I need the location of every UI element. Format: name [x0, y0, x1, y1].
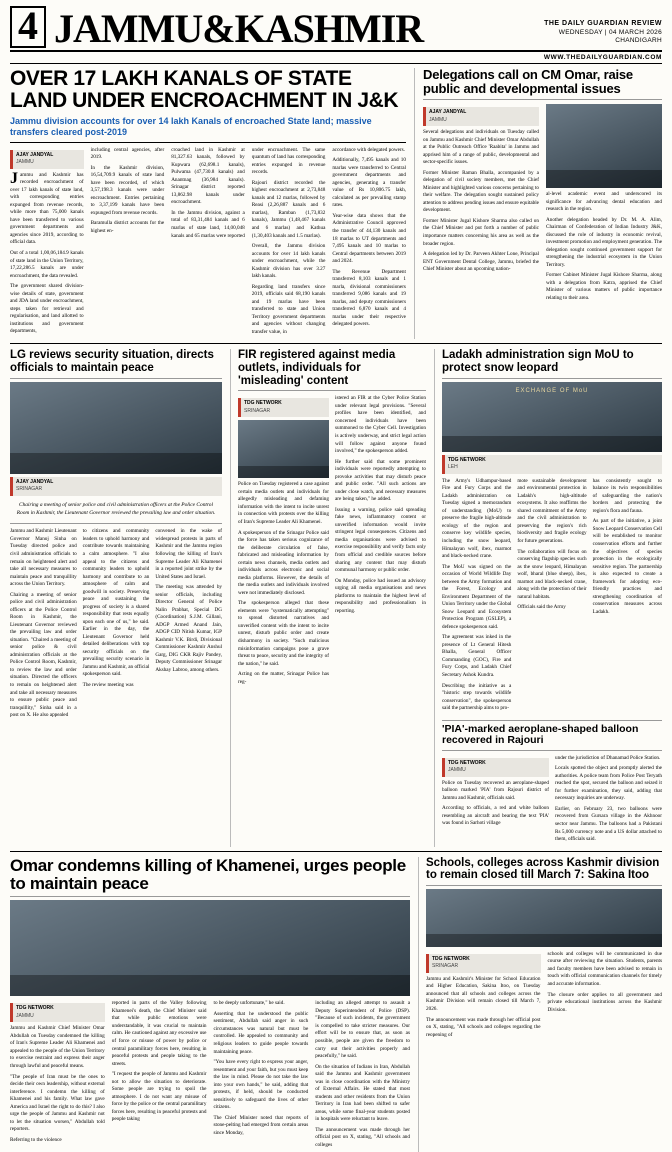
- balloon-column-1: TDG NETWORK JAMMU Police on Tuesday recovered an aeroplane-shaped balloon marked 'PIA' from Rajouri district of Jammu and Kashmir, officials said. According to officials, a red and white balloon resembling an aircraft and bearing the text 'PIA' was found in Sarhoti village: [442, 759, 549, 827]
- lead-byline: AJAY JANDYAL JAMMU: [10, 150, 84, 169]
- fir-column-2: istered an FIR at the Cyber Police Station under relevant legal provisions. "Several profiles have been identified, and concerned individuals have been summoned to the Cyber Cell. Investigation is actively underway, and strict legal action will follow against anyone found involved," the spokesperson added. He further said that some prominent individuals were reportedly attempting to provoke activities that may disturb peace and public order. "All such actions are under close watch, and necessary measures are being taken," he added. Issuing a warning, police said spreading fake news, inflammatory content or unverified information would invite stringent legal consequences. Citizens and media organisations were advised to exercise responsibility and verify facts only from official and credible sources before sharing any content that may disturb communal harmony or public order. On Monday, police had issued an advisory urging all media organisations and news platforms to maintain the highest level of responsibility and professionalism in reporting.: [335, 395, 426, 614]
- ladakh-byline: TDG NETWORK LEH: [442, 455, 662, 474]
- omar-column-3: to be deeply unfortunate," he said. Asserting that he understood the public sentiment, Abdullah said anger in such circumstances was natural but must be controlled. He appealed to community and religious leaders to guide people towards maintaining peace. "You have every right to express your anger, resentment and your faith, but you must keep the law in mind. Please do not take the law into your own hands," he said, adding that protests, if held, should be conducted sensitively to safeguard the lives of other citizens. The Chief Minister noted that reports of stone-pelting had emerged from certain areas since Monday,: [213, 1000, 309, 1136]
- bottom-section: [10, 857, 662, 1152]
- ladakh-column-1: The Army's Udhampur-based Fire and Fury Corps and the Ladakh administration on Tuesday signed a memorandum of understanding (MoU) to preserve the fragile high-altitude ecology of the region and conserve key wildlife species, including the snow leopard, Himalayan wolf, ibex, marmot and black-necked crane. The MoU was signed on the occasion of World Wildlife Day between the Army formation and the Forest, Ecology and Environment Department of the Union Territory under the Global Snow Leopard and Ecosystem Protection Program (GSLEP), a defence spokesperson said. The agreement was inked in the presence of Lt General Hitesh Bhalla, General Officer Commanding (GOC), Fire and Fury Corps, and Ladakh Chief Secretary Ashok Kundra. Describing the initiative as a "historic step towards wildlife conservation", the spokesperson said the partnership aims to pro-: [442, 477, 512, 712]
- masthead-dateline: [544, 20, 662, 48]
- schools-byline: TDG NETWORK SRINAGAR: [426, 954, 541, 973]
- fir-byline: TDG NETWORK SRINAGAR: [238, 398, 329, 417]
- masthead: [10, 3, 662, 52]
- fir-headline: FIR registered against media outlets, individuals for 'misleading' content: [238, 349, 396, 387]
- lead-column-5: accordance with delegated powers. Additionally, 7,495 kanals and 10 marlas were transferred to Central government departments and agencies, generating a transfer value of Rs 10,806.75 lakh, calculated as per prevailing stamp rates. Year-wise data shows that the Administrative Council approved the transfer of 44,130 kanals and 18 marlas to UT departments and 7,495 kanals and 10 marlas to Central departments between 2019 and 2024. The Revenue Department transferred 8,103 kanals and 1 marla, divisional commissioners transferred 9,086 kanals and 19 marlas, and deputy commissioners transferred 6,870 kanals and 4 marlas under their respective delegated powers.: [332, 146, 406, 328]
- publication-date: WEDNESDAY | 04 MARCH 2026: [558, 28, 662, 36]
- delegations-column-2: al-level academic event and underscored its significance for advancing dental education and research in the region. Another delegation headed by Dr. M. A. Alim, Chairman of Confederation of Indian Industry J&K, discussed the role of industry in economic revival, investment promotion and employment generation. The delegation sought continued government support for strengthening the industrial ecosystem in the Union Territory. Former Cabinet Minister Jugal Kishore Sharma, along with a delegation from Katra, apprised the Chief Minister of various matters of public importance relating to their area.: [546, 104, 662, 305]
- lg-column-2: to citizens and community leaders to uphold harmony and contribute towards maintaining a calm atmosphere. "I also appeal to the citizens and community leaders to uphold harmony and contribute to an atmosphere of calm and goodwill in society. Preserving peace and sustaining the progress of society is a shared responsibility that rests equally upon each one of us," he said. Earlier in the day, the Lieutenant Governor held detailed deliberations with top security officials on the prevailing security scenario in Jammu and Kashmir, an official spokesperson said. The review meeting was: [82, 528, 150, 688]
- lg-headline: LG reviews security situation, directs officials to maintain peace: [10, 349, 214, 375]
- balloon-headline: 'PIA'-marked aeroplane-shaped balloon recovered in Rajouri: [442, 722, 639, 747]
- lead-headline: OVER 17 LAKH KANALS OF STATE LAND UNDER ENCROACHMENT IN J&K: [10, 67, 399, 113]
- lg-photo: [10, 382, 222, 474]
- omar-photo: [10, 900, 410, 996]
- omar-headline: Omar condemns killing of Khamenei, urges people to maintain peace: [10, 855, 406, 893]
- omar-byline: TDG NETWORK JAMMU: [10, 1003, 105, 1022]
- delegations-story: [414, 68, 662, 339]
- lead-column-3: croached land in Kashmir at 81,327.63 kanals, followed by Kupwara (62,698.1 kanals), Pulwama (47,730.8 kanals) and Anantnag (36,984 kanals). Srinagar district reported 13,862.98 kanals under encroachment. In the Jammu division, against a total of 83,31,484 kanals and 6 marlas of state land, 14,00,048 kanals and 65 marlas were reported: [171, 146, 245, 239]
- lead-column-2: including central agencies, after 2019. In the Kashmir division, 16,54,709.9 kanals of state land have been recorded, of which 3,57,198.3 kanals were under encroachment. Entries pertaining to 3,37,199 kanals have been expunged from revenue records. Baramulla district accounts for the highest en-: [90, 146, 165, 234]
- mid-section: [10, 349, 662, 846]
- lg-column-1: Jammu and Kashmir Lieutenant Governor Manoj Sinha on Tuesday directed police and civil administration officials to remain on heightened alert and take all necessary measures to maintain peace and tranquillity across the Union Territory. Chairing a meeting of senior police and civil administration officers at the Police Control Room in Kashmir, the Lieutenant Governor reviewed the prevailing law and order situation. "Chaired a meeting of senior police & civil administration officials at the Police Control Room, Kashmir, to review the law and order situation. Directed the officers to remain on heightened alert and take all necessary measures to ensure public peace and tranquillity," Sinha said in a post on X. He also appealed: [10, 528, 77, 719]
- publication-city: CHANDIGARH: [615, 36, 662, 44]
- lg-story: [10, 349, 222, 846]
- omar-story: [10, 857, 410, 1152]
- website-url: WWW.THEDAILYGUARDIAN.COM: [10, 52, 662, 64]
- schools-column-2: schools and colleges will be communicated in due course after reviewing the situation. Students, parents and faculty members have been advised to remain in touch with official communication channels for timely and accurate information. The closure order applies to all government and private educational institutions across the Kashmir Division.: [547, 950, 662, 1013]
- ladakh-story: [434, 349, 662, 846]
- omar-column-4: including an alleged attempt to assault a Deputy Superintendent of Police (DSP). "Because of such incidents, the government is compelled to take stricter measures. Our effort will be to ensure that, as soon as possible, people are given the freedom to carry out their activities properly and peacefully," he said. On the situation of Indians in Iran, Abdullah said the Jammu and Kashmir government was in close coordination with the Ministry of External Affairs. He stated that most students and other residents from the Union Territory in Iran had been shifted to safer areas, while some final-year students posted in hospitals were reluctant to leave. The announcement was made through her official post on X, stating, "All schools and colleges: [315, 1000, 410, 1148]
- delegations-headline: Delegations call on CM Omar, raise public and developmental issues: [423, 67, 633, 97]
- lg-column-3: convened in the wake of widespread protests in parts of Kashmir and the Jammu region following the killing of Iran's Supreme Leader Ali Khamenei in a reported joint strike by the United States and Israel. The meeting was attended by senior officials, including Director General of Police Nalin Prabhat, Special DG (Coordination) S.J.M. Gillani, ADGP Armed Anand Jain, ADGP CID Nitish Kumar, IGP Kashmir V.K. Birdi, Divisional Commissioner Kashmir Anshul Garg, DIG CKR Rajiv Pandey, Deputy Commissioner Srinagar Akshay Labroo, among others.: [155, 528, 223, 673]
- delegations-byline: AJAY JANDYAL JAMMU: [423, 107, 539, 126]
- fir-photo: [238, 420, 329, 478]
- delegations-column-1: AJAY JANDYAL JAMMU Several delegations and individuals on Tuesday called on Jammu and Kashmir Chief Minister Omar Abdullah at the Public Outreach Office 'Raabita' in Jammu and apprised him of a range of public, developmental and sector-specific issues. Former Minister Raman Bhalla, accompanied by a delegation of civil society members, met the Chief Minister and highlighted various concerns pertaining to their welfare. The delegation sought sustained policy attention to address pending issues and ensure equitable development. Former Minister Jugal Kishore Sharma also called on the Chief Minister and put forth a number of public importance matters concerning his area as well as the broader region. A delegation led by Dr. Parveen Akhter Lone, Principal ENT Government Dental College, Jammu, briefed the Chief Minister about an upcoming nation-: [423, 109, 539, 273]
- balloon-byline: TDG NETWORK JAMMU: [442, 758, 549, 777]
- schools-story: [418, 857, 662, 1152]
- page-number: 4: [10, 6, 46, 48]
- schools-column-1: TDG NETWORK SRINAGAR Jammu and Kashmir's Minister for School Education and Higher Education, Sakina Itoo, on Tuesday announced that all schools and colleges across the Kashmir Division will remain closed till March 7, 2026. The announcement was made through her official post on X, stating, "All schools and colleges regarding the reopening of: [426, 955, 541, 1038]
- balloon-story: [442, 724, 662, 847]
- ladakh-photo-caption: EXCHANGE OF MoU: [515, 387, 589, 394]
- schools-photo: [426, 889, 662, 947]
- lg-photo-caption: Chairing a meeting of senior police and civil administration officers at the Police Control Room in Kashmir, the Lieutenant Governor reviewed the prevailing law and order situation.: [16, 501, 216, 516]
- ladakh-photo: [442, 382, 662, 452]
- publication-name: THE DAILY GUARDIAN REVIEW: [544, 20, 662, 27]
- fir-story: [230, 349, 426, 846]
- omar-column-2: reported in parts of the Valley following Khamenei's death, the Chief Minister said that while public emotions were understandable, it was crucial to maintain calm. He cautioned against any excessive use of force or misuse of power by police or central paramilitary forces here, resulting in peaceful protests and people taking to the streets. "I request the people of Jammu and Kashmir not to allow the situation to deteriorate. Some people are trying to spoil the atmosphere. I do not want any misuse of force by the police or the central paramilitary forces here, resulting in peaceful protests and people taking: [111, 1000, 207, 1123]
- balloon-column-2: under the jurisdiction of Dhanamad Police Station. Locals spotted the object and promptly alerted the authorities. A police team from Police Post Teryath reached the spot, secured the balloon and seized it for further examination, they said, adding that necessary inquiries are underway. Earlier, on February 23, two balloons were recovered from Gursara village in the Akhnoor sector near Jammu. The balloons had a Pakistani Rs 5,000 currency note and a US dollar attached to them, officials said.: [555, 754, 662, 843]
- lg-byline: AJAY JANDYAL SRINAGAR: [10, 477, 222, 496]
- ladakh-headline: Ladakh administration sign MoU to protect snow leopard: [442, 349, 634, 375]
- lead-column-4: under encroachment. The same quantum of land has corresponding entries expunged in revenue records. Rajouri district recorded the highest encroachment at 2,73,848 kanals and 12 marlas, followed by Reasi (2,26,887 kanals and 6 marlas), Ramban (1,73,832 kanals), Jammu (1,48,467 kanals and 6 marlas) and Kathua (1,30,403 kanals and 1.5 marlas). Overall, the Jammu division accounts for over 14 lakh kanals under encroachment, while the Kashmir division has over 3.27 lakh kanals. Regarding land transfers since 2019, officials said 68,190 kanals and 19 marlas have been transferred to state and Union Territory government departments and agencies without changing transfer value, in: [251, 146, 326, 335]
- lead-story: [10, 68, 406, 339]
- fir-column-1: TDG NETWORK SRINAGAR Police on Tuesday registered a case against certain media outlets and individuals for allegedly misleading and defaming information with the intent to incite unrest in connection with protests over the killing of Iran's Supreme Leader Ali Khamenei. A spokesperson of the Srinagar Police said the force has taken serious cognizance of the deliberate circulation of false, fabricated and misleading information by certain news channels, media outlets and individuals across electronic and social media platforms. However, the details of the media outlets and individuals involved were not immediately disclosed. The spokesperson alleged that these elements were "systematically attempting" to spread distorted narratives and unverified content with the intent to incite unrest, disturb public order and create disharmony in society. "Such malicious misinformation campaigns pose a grave threat to peace, security and the integrity of the nation," he said. Acting on the matter, Srinagar Police has reg-: [238, 400, 329, 685]
- lead-column-1: AJAY JANDYAL JAMMU Jammu and Kashmir has recorded encroachment of over 17 lakh kanals of state land, with corresponding entries expunged from revenue records, while more than 75,000 kanals have been transferred to various government departments and agencies since 2019, according to official data. Out of a total 1,00,06,184.9 kanals of state land in the Union Territory, 17,22,286.5 kanals are under encroachment, the data revealed. The government shared division-wise details of state, government and JDA land under encroachment, steps taken for retrieval and regularisation, and land allotted to institutions and government departments,: [10, 151, 84, 335]
- top-section: [10, 68, 662, 339]
- nameplate: JAMMU&KASHMIR: [54, 6, 424, 51]
- schools-headline: Schools, colleges across Kashmir division to remain closed till March 7: Sakina Itoo: [426, 856, 660, 882]
- ladakh-column-2: mote sustainable development and environmental protection in Ladakh's high-altitude ecosystems. It also reaffirms the shared commitment of the Army and the civil administration to preserving the region's rich biodiversity and fragile ecology for future generations. The collaboration will focus on conserving flagship species such as the snow leopard, Himalayan wolf, bharal (blue sheep), ibex, marmot and black-necked crane, along with the protection of their natural habitats. Officials said the Army: [517, 477, 587, 611]
- lead-subhead: Jammu division accounts for over 14 lakh Kanals of encroached State land; massive transfers cleared post-2019: [10, 116, 372, 137]
- delegations-photo: [546, 104, 662, 188]
- ladakh-column-3: has consistently sought to balance its twin responsibilities of safeguarding the nation's borders and protecting the region's flora and fauna. As part of the initiative, a joint Snow Leopard Conservation Cell will be established to monitor conservation efforts and further the objectives of species protection in the ecologically sensitive region. The partnership is also expected to create a framework for adopting eco-friendly practices and strengthening coordination of conservation measures across Ladakh.: [592, 477, 662, 615]
- omar-column-1: TDG NETWORK JAMMU Jammu and Kashmir Chief Minister Omar Abdullah on Tuesday condemned the killing of Iran's Supreme Leader Ali Khamenei and appealed to the people of the Union Territory to exercise restraint and express their anger through lawful and peaceful means. "The people of Iran must be the ones to decide their own leadership, without external interference. I condemn the killing of Khamenei and his family. What law gave America and Israel the right to do this? I also urge the people of Jammu and Kashmir not to let the situation worsen," Abdullah told reporters. Referring to the violence: [10, 1005, 105, 1143]
